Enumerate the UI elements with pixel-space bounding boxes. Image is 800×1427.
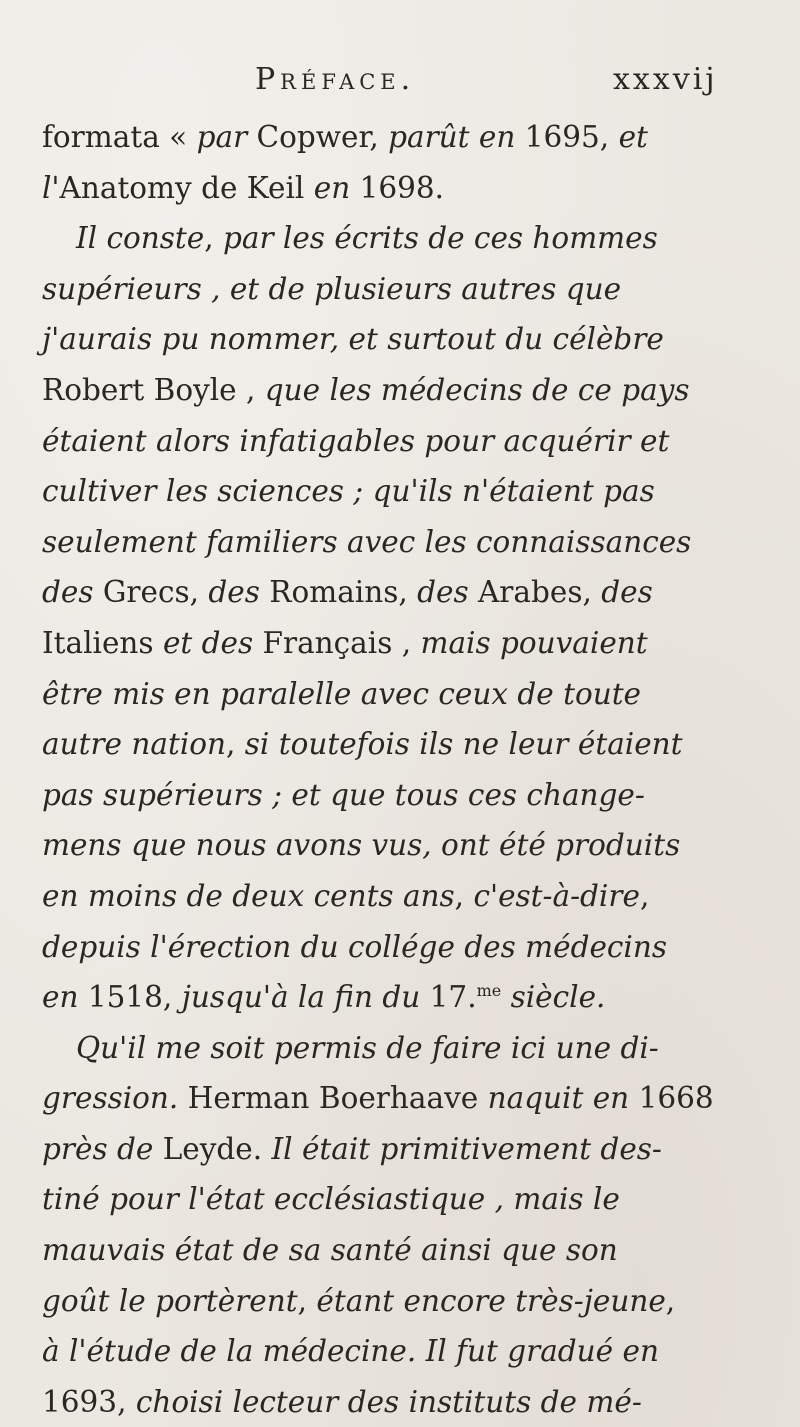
- running-head: [255, 62, 718, 97]
- text-segment: jusqu'à la fin du: [181, 980, 421, 1015]
- text-segment: 17.: [420, 980, 477, 1015]
- text-line: [42, 466, 772, 517]
- text-line: [42, 972, 772, 1023]
- text-line: [42, 1225, 772, 1276]
- text-segment: seulement familiers avec les connaissances: [42, 524, 692, 559]
- text-line: [42, 264, 772, 315]
- text-segment: ,: [226, 727, 245, 762]
- text-segment: si toutefois ils ne leur étaient: [244, 727, 683, 762]
- text-segment: en moins de deux cents ans: [42, 878, 455, 913]
- text-line: [42, 770, 772, 821]
- text-segment: et des: [162, 625, 254, 660]
- text-line: [42, 871, 772, 922]
- text-segment: c'est-à-dire: [473, 878, 640, 913]
- text-segment: en: [313, 170, 351, 205]
- text-line: [42, 1276, 772, 1327]
- text-segment: Arabes,: [468, 575, 602, 610]
- text-segment: près de: [42, 1131, 154, 1166]
- text-segment: mens que nous avons vus, ont été produits: [42, 828, 681, 863]
- text-line: [42, 618, 772, 669]
- text-segment: des: [417, 575, 469, 610]
- text-segment: j'aurais pu nommer, et surtout du célèbre: [42, 322, 664, 357]
- text-segment: à l'étude de la médecine. Il fut gradué en: [42, 1334, 659, 1369]
- text-line: [42, 365, 772, 416]
- text-segment: formata «: [42, 120, 197, 154]
- text-line: [42, 213, 772, 264]
- text-segment: cultiver les sciences ; qu'ils n'étaient pas: [42, 474, 655, 509]
- text-segment: 1693,: [42, 1384, 136, 1419]
- text-segment: des: [208, 575, 260, 610]
- text-line: [42, 1124, 772, 1175]
- text-line: [42, 567, 772, 618]
- text-segment: gression.: [42, 1081, 179, 1116]
- text-line: [42, 922, 772, 973]
- text-segment: Copwer,: [247, 120, 389, 154]
- text-line: [42, 416, 772, 467]
- text-segment: 1668: [629, 1081, 714, 1116]
- text-segment: que les médecins de ce pays: [264, 372, 690, 407]
- text-segment: par: [196, 120, 248, 154]
- text-segment: pas supérieurs ; et que tous ces change-: [42, 777, 645, 812]
- text-line: [42, 1326, 772, 1377]
- text-segment: Français ,: [253, 625, 421, 660]
- text-segment: ,: [639, 878, 650, 913]
- text-segment: Il était primitivement des-: [271, 1131, 662, 1166]
- text-segment: ,: [297, 1283, 317, 1318]
- text-line: [42, 1023, 772, 1074]
- text-segment: me: [476, 981, 502, 1001]
- text-segment: Il conste: [76, 221, 205, 256]
- text-segment: Romains,: [259, 575, 418, 610]
- text-segment: ,: [204, 221, 223, 256]
- text-line: [42, 163, 772, 214]
- text-segment: ,: [454, 878, 474, 913]
- text-line: [42, 719, 772, 770]
- body-text: [42, 112, 772, 1427]
- text-segment: ,: [665, 1283, 676, 1318]
- text-segment: goût le portèrent: [42, 1283, 298, 1318]
- text-line: [42, 669, 772, 720]
- text-line: [42, 1174, 772, 1225]
- text-segment: Italiens: [42, 625, 163, 660]
- text-segment: Anatomy de Keil: [59, 170, 314, 205]
- text-segment: être mis en paralelle avec ceux de toute: [42, 676, 642, 711]
- text-segment: autre nation: [42, 727, 227, 762]
- text-segment: depuis l'érection du collége des médecins: [42, 929, 668, 964]
- text-segment: Leyde.: [153, 1131, 272, 1166]
- text-segment: étaient alors infatigables pour acquérir et: [42, 423, 670, 458]
- header-title: Préface.: [255, 62, 416, 97]
- text-segment: 1698.: [350, 170, 445, 205]
- text-line: [42, 112, 772, 163]
- text-segment: des: [42, 575, 94, 610]
- text-segment: siècle.: [501, 980, 606, 1015]
- text-segment: Herman Boerhaave: [178, 1081, 488, 1116]
- page-number: xxxvij: [613, 62, 718, 97]
- text-segment: et: [618, 120, 648, 154]
- text-segment: 1518,: [78, 980, 182, 1015]
- text-segment: tiné pour l'état ecclésiastique , mais le: [42, 1182, 620, 1217]
- text-segment: des: [601, 575, 653, 610]
- text-line: [42, 820, 772, 871]
- text-segment: en: [42, 980, 79, 1015]
- text-segment: mais pouvaient: [420, 625, 648, 660]
- text-segment: par les écrits de ces hommes: [222, 221, 658, 256]
- text-line: [42, 314, 772, 365]
- text-segment: Robert Boyle ,: [42, 372, 265, 407]
- text-segment: Grecs,: [93, 575, 209, 610]
- text-segment: l': [42, 170, 60, 205]
- text-segment: 1695,: [515, 120, 619, 154]
- text-segment: parût en: [388, 120, 516, 154]
- text-segment: supérieurs , et de plusieurs autres que: [42, 271, 622, 306]
- text-line: [42, 1073, 772, 1124]
- text-segment: Qu'il me soit permis de faire ici une di-: [76, 1030, 659, 1065]
- text-segment: choisi lecteur des instituts de mé-: [135, 1384, 642, 1419]
- text-line: [42, 1377, 772, 1427]
- text-line: [42, 517, 772, 568]
- text-segment: mauvais état de sa santé ainsi que son: [42, 1233, 618, 1268]
- text-segment: naquit en: [487, 1081, 630, 1116]
- text-segment: étant encore très-jeune: [316, 1283, 666, 1318]
